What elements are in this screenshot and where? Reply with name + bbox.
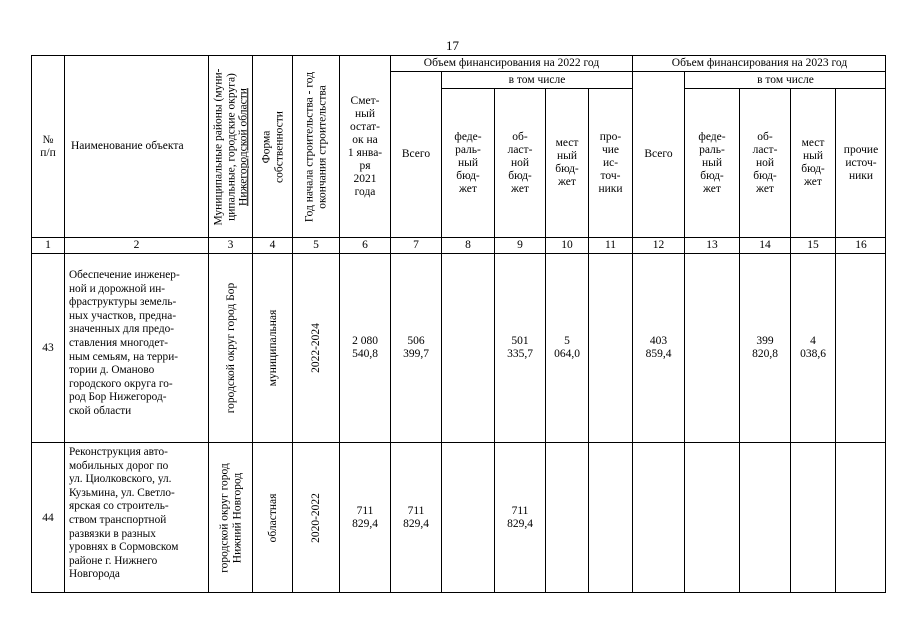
column-number: 14 [759, 239, 771, 251]
row-other-2023 [836, 254, 886, 442]
header-fin-2023: Объем финансирования на 2023 год [671, 57, 848, 69]
row-estimate: 711 829,4 [352, 505, 378, 530]
row-other-2023 [836, 443, 886, 593]
row-other-2022 [589, 443, 632, 593]
column-number: 7 [413, 239, 419, 251]
row-years: 2022-2024 [309, 323, 322, 373]
header-incl-2022: в том числе [508, 73, 566, 86]
header-regional-2022: об- ласт- ной бюд- жет [507, 130, 533, 195]
row-ownership: муниципальная [266, 309, 279, 387]
row-federal-2023 [685, 443, 739, 593]
header-local-2023: мест ный бюд- жет [801, 137, 825, 188]
row-municipal: городской округ город Нижний Новгород [218, 463, 243, 573]
header-federal-2023: феде- раль- ный бюд- жет [698, 130, 726, 195]
row-regional-2022: 711 829,4 [507, 505, 533, 530]
row-regional-2022: 501 335,7 [507, 335, 533, 360]
row-years: 2020-2022 [309, 493, 322, 543]
column-number: 9 [517, 239, 523, 251]
header-regional-2023: об- ласт- ной бюд- жет [752, 130, 778, 195]
column-number: 16 [855, 239, 867, 251]
row-regional-2023 [740, 443, 790, 593]
row-object-name: Обеспечение инженер- ной и дорожной ин- фраструктуры земель- ных участков, предна- значенных для предо- ставления многодет- ным семьям, на терри- тории д. Оманово городского округа го- род Бор Нижегород- ской области [69, 269, 180, 417]
header-other-2023: прочие источ- ники [843, 143, 879, 182]
column-number: 11 [604, 239, 617, 251]
header-other-2022: про- чие ис- точ- ники [598, 130, 623, 195]
column-number: 3 [227, 239, 234, 251]
column-number: 5 [313, 239, 319, 251]
row-local-2023: 4 038,6 [800, 335, 826, 360]
row-estimate: 2 080 540,8 [352, 335, 378, 360]
column-number: 2 [133, 239, 140, 251]
row-num: 44 [42, 511, 54, 524]
row-regional-2023: 399 820,8 [752, 335, 778, 360]
header-total-2022: Всего [401, 148, 431, 160]
header-num: № п/п [40, 133, 56, 159]
header-estimate: Смет- ный остат- ок на 1 янва- ря 2021 года [347, 94, 383, 198]
header-incl-2023: в том числе [757, 73, 814, 86]
financing-table [31, 55, 886, 593]
column-number: 13 [706, 239, 718, 251]
header-total-2023: Всего [644, 148, 673, 160]
header-ownership: Форма собственности [260, 110, 285, 183]
row-local-2022: 5 064,0 [554, 335, 580, 360]
header-object-name: Наименование объекта [71, 140, 184, 152]
column-number: 10 [561, 239, 573, 251]
column-number: 6 [362, 239, 368, 251]
row-object-name: Реконструкция авто- мобильных дорог по ул. Циолковского, ул. Кузьмина, ул. Светло- ярская со строитель- ством транспортной развязки в разных уровнях в Сормовском районе г. Нижнего Новгорода [69, 446, 179, 581]
column-number: 4 [269, 239, 276, 251]
row-federal-2022 [442, 443, 494, 593]
row-federal-2023 [685, 254, 739, 442]
row-total-2022: 506 399,7 [403, 335, 429, 360]
page-number: 17 [446, 38, 459, 53]
header-federal-2022: феде- раль- ный бюд- жет [454, 130, 482, 195]
row-local-2023 [791, 443, 835, 593]
row-municipal: городской округ город Бор [224, 282, 237, 414]
row-other-2022 [589, 254, 632, 442]
column-number: 15 [807, 239, 819, 251]
row-num: 43 [42, 341, 54, 354]
row-total-2023 [633, 443, 684, 593]
column-number: 1 [45, 239, 51, 251]
row-federal-2022 [442, 254, 494, 442]
row-local-2022 [546, 443, 588, 593]
row-total-2023: 403 859,4 [645, 335, 672, 360]
row-total-2022: 711 829,4 [403, 505, 429, 530]
row-ownership: областная [266, 493, 279, 543]
column-number: 12 [652, 239, 665, 251]
header-years: Год начала строительства - год окончания строительства [303, 71, 328, 222]
header-fin-2022: Объем финансирования на 2022 год [423, 57, 600, 69]
column-number: 8 [465, 239, 471, 251]
header-municipal: Муниципальные районы (муни- ципальные, городские округа) Нижегородской области [211, 67, 249, 226]
header-local-2022: мест ный бюд- жет [555, 137, 579, 188]
